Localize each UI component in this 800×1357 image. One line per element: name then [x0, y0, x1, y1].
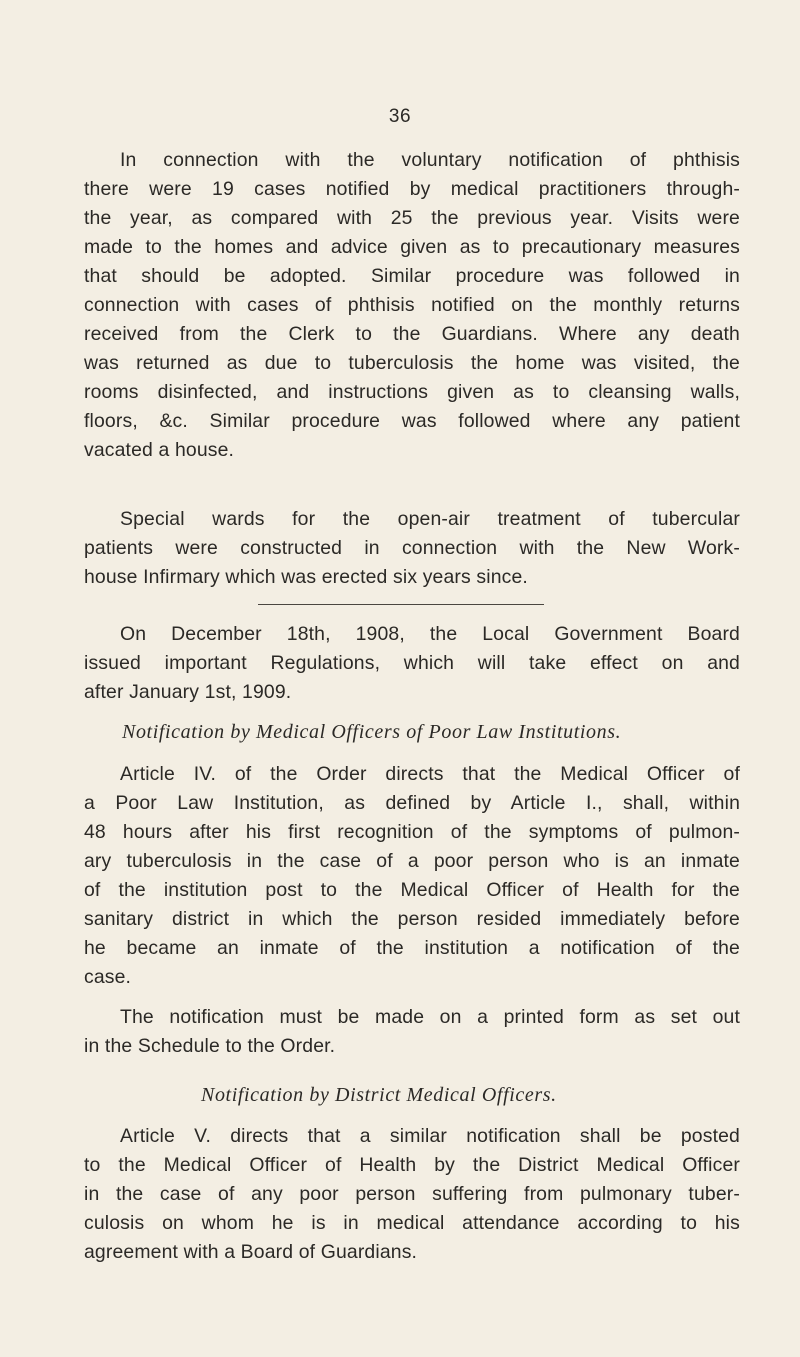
text-line: he became an inmate of the institution a notification of the: [84, 937, 740, 959]
text-line: The notification must be made on a printed form as set out: [120, 1006, 740, 1028]
paragraph-special-wards: [84, 505, 740, 592]
text-line: the year, as compared with 25 the previous year. Visits were: [84, 207, 740, 229]
text-line: In connection with the voluntary notification of phthisis: [120, 149, 740, 171]
text-line: floors, &c. Similar procedure was followed where any patient: [84, 410, 740, 432]
text-line: ary tuberculosis in the case of a poor person who is an inmate: [84, 850, 740, 872]
page-number: 36: [388, 106, 412, 127]
text-line: sanitary district in which the person resided immediately before: [84, 908, 740, 930]
paragraph-phthisis-notification: [84, 146, 740, 465]
text-line: Special wards for the open-air treatment of tubercular: [120, 508, 740, 530]
text-line: to the Medical Officer of Health by the District Medical Officer: [84, 1154, 740, 1176]
text-line: there were 19 cases notified by medical practitioners through-: [84, 178, 740, 200]
text-line: of the institution post to the Medical Officer of Health for the: [84, 879, 740, 901]
text-line: 48 hours after his first recognition of the symptoms of pulmon-: [84, 821, 740, 843]
text-line: rooms disinfected, and instructions given as to cleansing walls,: [84, 381, 740, 403]
text-line: Article V. directs that a similar notification shall be posted: [120, 1125, 740, 1147]
text-line: house Infirmary which was erected six years since.: [84, 566, 528, 588]
text-line: in the case of any poor person suffering from pulmonary tuber-: [84, 1183, 740, 1205]
text-line: a Poor Law Institution, as defined by Article I., shall, within: [84, 792, 740, 814]
text-line: agreement with a Board of Guardians.: [84, 1241, 418, 1263]
text-line: Article IV. of the Order directs that the Medical Officer of: [120, 763, 740, 785]
section-divider: [258, 604, 544, 605]
text-line: was returned as due to tuberculosis the home was visited, the: [84, 352, 740, 374]
text-line: that should be adopted. Similar procedure was followed in: [84, 265, 740, 287]
text-line: case.: [84, 966, 132, 988]
text-line: vacated a house.: [84, 439, 235, 461]
text-line: made to the homes and advice given as to precautionary measures: [84, 236, 740, 258]
text-line: culosis on whom he is in medical attendance according to his: [84, 1212, 740, 1234]
text-line: received from the Clerk to the Guardians. Where any death: [84, 323, 740, 345]
text-line: patients were constructed in connection with the New Work-: [84, 537, 740, 559]
paragraph-regulations: [84, 620, 740, 707]
heading-district-medical-officers: Notification by District Medical Officers.: [201, 1084, 557, 1106]
paragraph-article-iv: [84, 760, 740, 992]
heading-poor-law-institutions: Notification by Medical Officers of Poor Law Institutions.: [122, 721, 622, 743]
paragraph-printed-form: [84, 1003, 740, 1061]
text-line: On December 18th, 1908, the Local Government Board: [120, 623, 740, 645]
text-line: connection with cases of phthisis notified on the monthly returns: [84, 294, 740, 316]
text-line: issued important Regulations, which will take effect on and: [84, 652, 740, 674]
text-line: in the Schedule to the Order.: [84, 1035, 336, 1057]
text-line: after January 1st, 1909.: [84, 681, 292, 703]
paragraph-article-v: [84, 1122, 740, 1267]
